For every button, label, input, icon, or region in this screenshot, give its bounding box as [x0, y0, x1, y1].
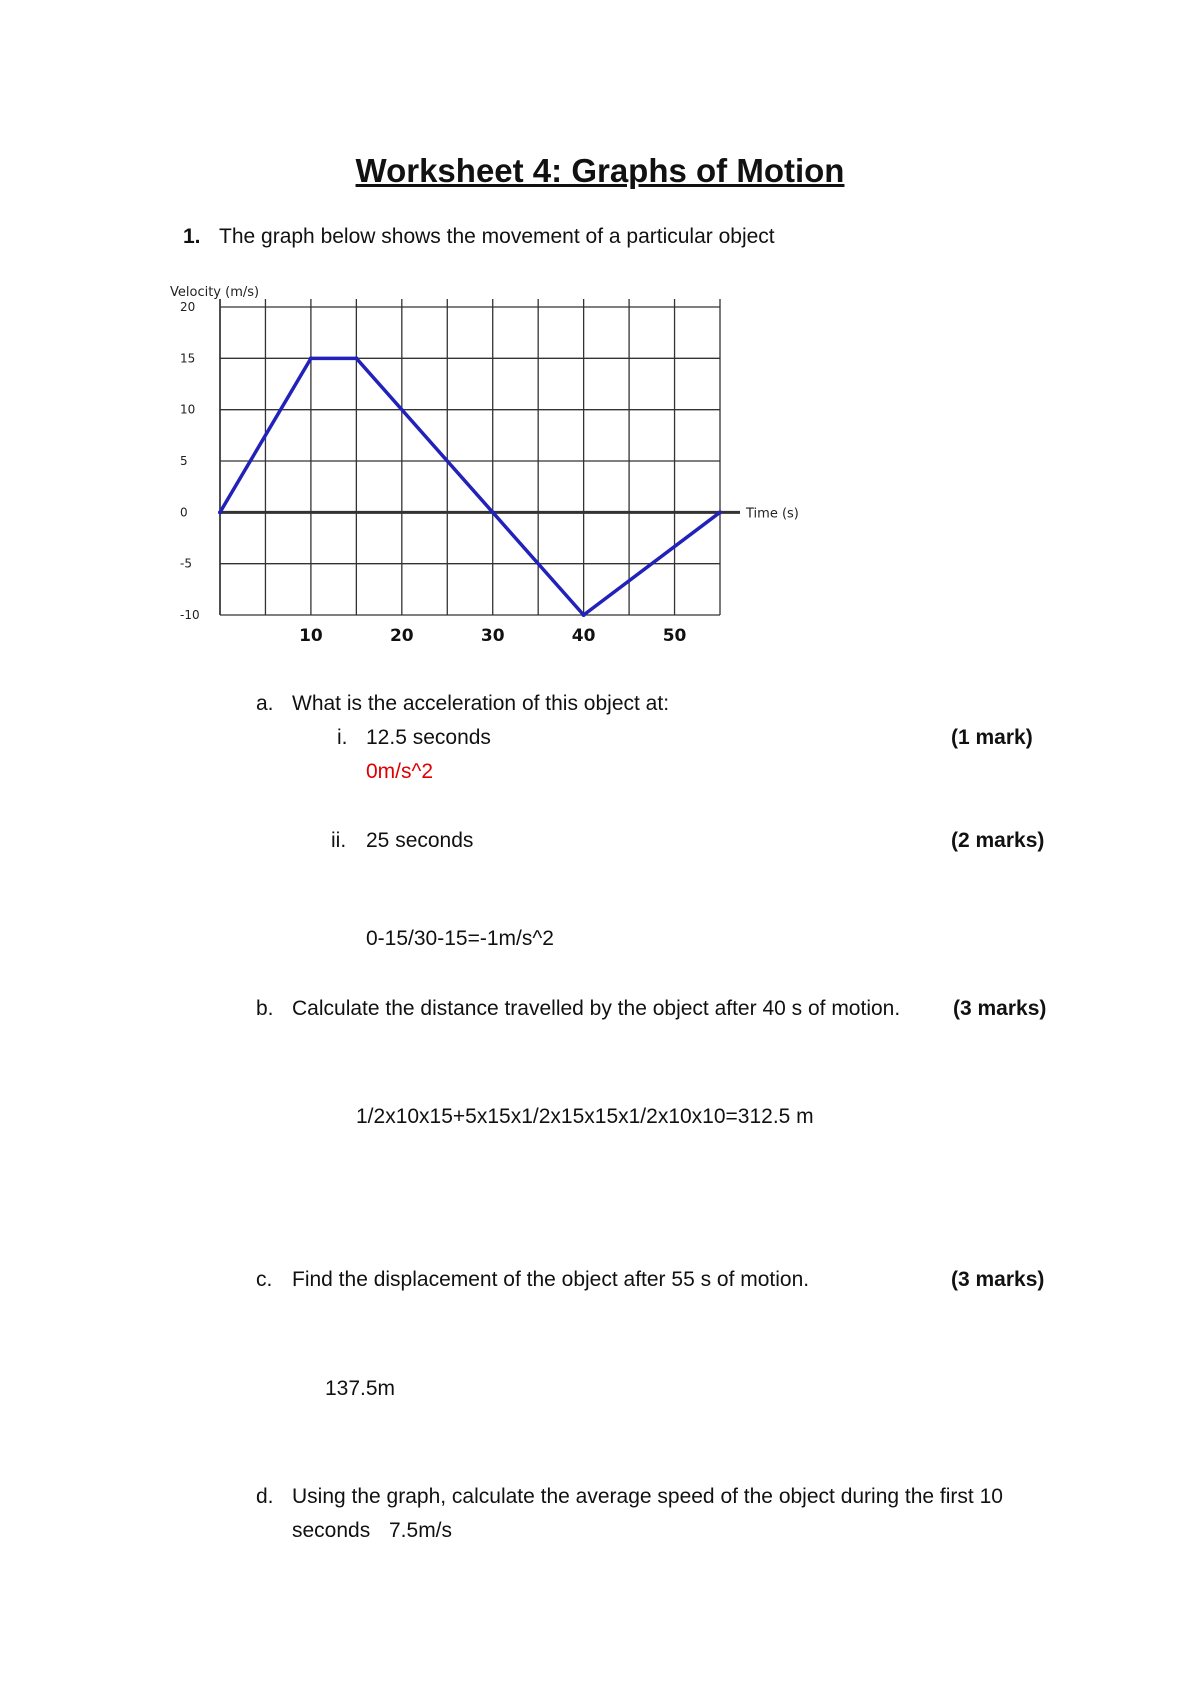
y-tick-label: 5	[180, 454, 188, 468]
part-a-i-label: i.	[337, 726, 348, 749]
x-axis-label: Time (s)	[746, 506, 799, 522]
y-tick-label: 10	[180, 402, 196, 417]
part-b-answer: 1/2x10x15+5x15x1/2x15x15x1/2x10x10=312.5 m	[356, 1105, 814, 1128]
part-d-label: d.	[256, 1485, 274, 1508]
part-b-question: Calculate the distance travelled by the object after 40 s of motion.	[292, 997, 901, 1020]
question-1-number: 1.	[183, 225, 201, 248]
part-c-label: c.	[256, 1268, 273, 1291]
part-d-question-line2: seconds	[292, 1519, 371, 1542]
y-tick-label: 15	[180, 351, 196, 366]
graph-axes	[220, 299, 740, 615]
velocity-data-point	[309, 356, 313, 360]
velocity-data-point	[218, 510, 222, 514]
worksheet-title: Worksheet 4: Graphs of Motion	[355, 152, 845, 189]
part-a-question: What is the acceleration of this object at:	[292, 692, 670, 715]
part-a-ii-label: ii.	[331, 829, 347, 852]
graph-labels	[170, 285, 799, 646]
y-tick-label: 20	[180, 300, 196, 314]
graph-series	[218, 356, 722, 617]
y-tick-label: 0	[180, 505, 188, 520]
part-a-ii-text: 25 seconds	[366, 829, 474, 852]
part-d-question-line1: Using the graph, calculate the average speed of the object during the first 10	[292, 1485, 1003, 1508]
velocity-time-graph	[160, 280, 820, 660]
part-b-label: b.	[256, 997, 274, 1020]
x-tick-label: 50	[662, 626, 687, 646]
velocity-data-point	[354, 356, 358, 360]
part-a-i-marks: (1 mark)	[951, 726, 1033, 749]
question-1-text: The graph below shows the movement of a particular object	[219, 225, 775, 248]
part-c-marks: (3 marks)	[951, 1268, 1045, 1291]
part-c-question: Find the displacement of the object after 55 s of motion.	[292, 1268, 810, 1291]
part-b-marks: (3 marks)	[953, 997, 1047, 1020]
x-tick-label: 40	[571, 626, 596, 646]
y-tick-label: -5	[180, 556, 192, 571]
part-a-i-text: 12.5 seconds	[366, 726, 491, 749]
x-tick-label: 20	[389, 626, 414, 646]
velocity-data-point	[582, 613, 586, 617]
x-tick-label: 10	[299, 626, 323, 646]
velocity-line-segment	[356, 358, 492, 512]
part-a-ii-answer: 0-15/30-15=-1m/s^2	[366, 927, 554, 950]
part-d-answer: 7.5m/s	[389, 1519, 453, 1542]
part-a-label: a.	[256, 692, 274, 715]
y-axis-label: Velocity (m/s)	[170, 285, 260, 300]
part-a-i-answer: 0m/s^2	[366, 760, 434, 783]
velocity-data-point	[718, 510, 722, 514]
part-c-answer: 137.5m	[325, 1377, 396, 1400]
part-a-ii-marks: (2 marks)	[951, 829, 1045, 852]
y-tick-label: -10	[180, 608, 200, 622]
x-tick-label: 30	[480, 626, 505, 646]
velocity-data-point	[491, 510, 495, 514]
